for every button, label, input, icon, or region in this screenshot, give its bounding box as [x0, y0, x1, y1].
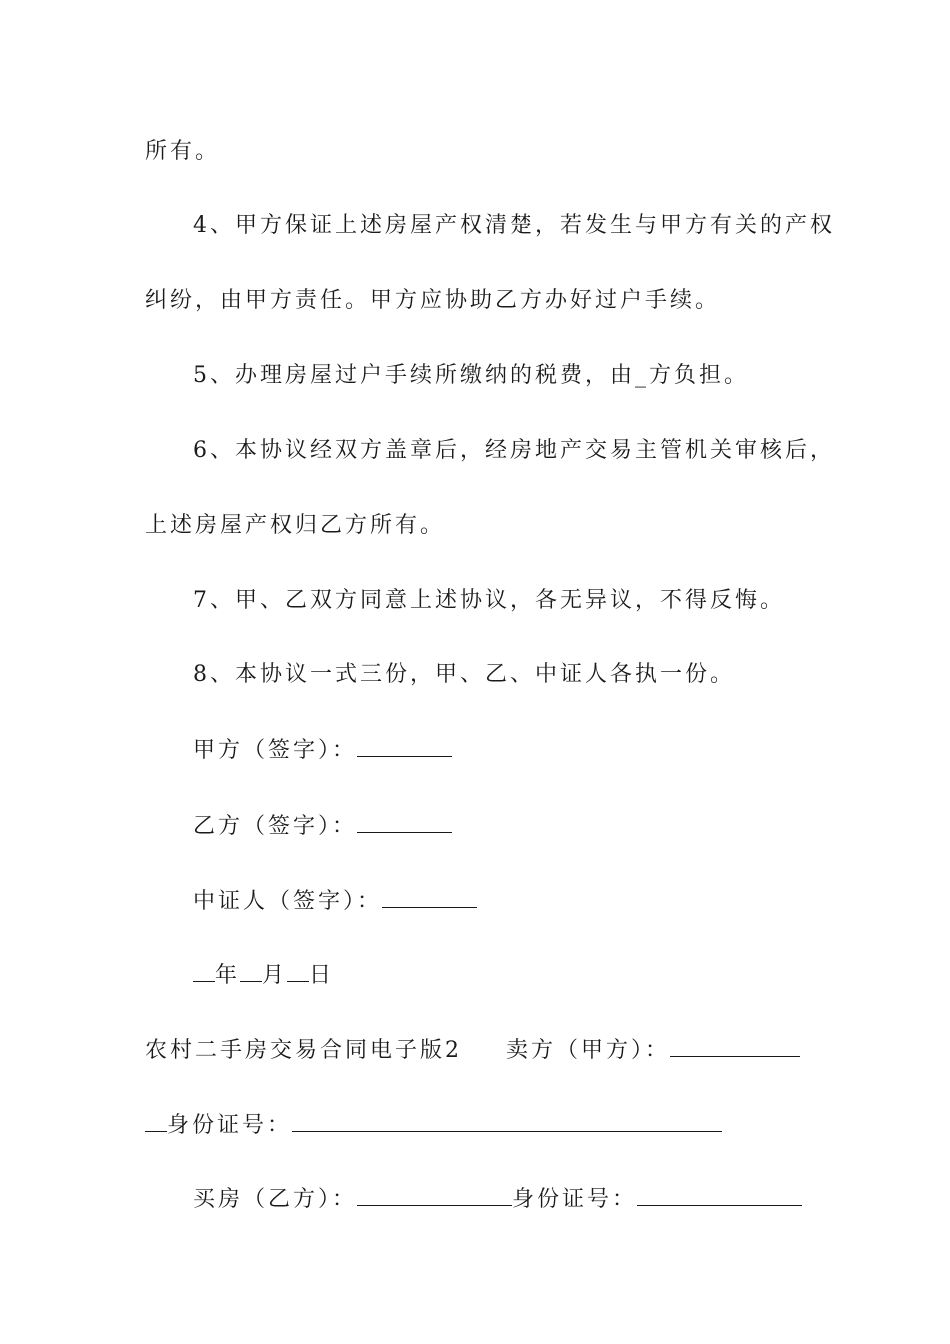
clause-5: 5、办理房屋过户手续所缴纳的税费，由_方负担。	[193, 363, 749, 388]
paragraph-line: 所有。	[145, 139, 221, 164]
clause-6-continued: 上述房屋产权归乙方所有。	[145, 513, 446, 538]
party-a-signature-line	[193, 734, 452, 766]
seller-id-blank[interactable]	[292, 1109, 722, 1132]
second-contract-title: 农村二手房交易合同电子版2	[145, 1038, 462, 1063]
buyer-id-blank[interactable]	[637, 1183, 802, 1206]
day-blank[interactable]	[287, 959, 309, 982]
witness-signature-label: 中证人（签字）：	[193, 889, 383, 914]
buyer-line	[193, 1183, 802, 1215]
clause-6: 6、本协议经双方盖章后，经房地产交易主管机关审核后，	[193, 438, 835, 463]
year-label: 年	[215, 963, 241, 988]
witness-signature-line	[193, 885, 477, 917]
seller-id-line	[145, 1109, 722, 1141]
seller-label: 卖方（甲方）：	[506, 1038, 671, 1063]
seller-name-blank[interactable]	[670, 1034, 800, 1057]
clause-4-continued: 纠纷，由甲方责任。甲方应协助乙方办好过户手续。	[145, 288, 721, 313]
buyer-label: 买房（乙方）：	[193, 1187, 358, 1212]
year-blank[interactable]	[193, 959, 215, 982]
party-b-signature-blank[interactable]	[357, 810, 452, 833]
month-blank[interactable]	[240, 959, 262, 982]
seller-name-blank-continued[interactable]	[145, 1109, 167, 1132]
date-line	[193, 959, 334, 991]
second-contract-header-line	[145, 1034, 800, 1066]
clause-7: 7、甲、乙双方同意上述协议，各无异议，不得反悔。	[193, 588, 785, 613]
clause-4: 4、甲方保证上述房屋产权清楚，若发生与甲方有关的产权	[193, 213, 835, 238]
day-label: 日	[309, 963, 335, 988]
witness-signature-blank[interactable]	[382, 885, 477, 908]
party-b-signature-label: 乙方（签字）：	[193, 814, 358, 839]
clause-8: 8、本协议一式三份，甲、乙、中证人各执一份。	[193, 662, 735, 687]
buyer-id-label: 身份证号：	[512, 1187, 638, 1212]
party-a-signature-label: 甲方（签字）：	[193, 738, 358, 763]
month-label: 月	[262, 963, 288, 988]
party-a-signature-blank[interactable]	[357, 734, 452, 757]
buyer-name-blank[interactable]	[357, 1183, 512, 1206]
party-b-signature-line	[193, 810, 452, 842]
seller-id-label: 身份证号：	[167, 1113, 293, 1138]
